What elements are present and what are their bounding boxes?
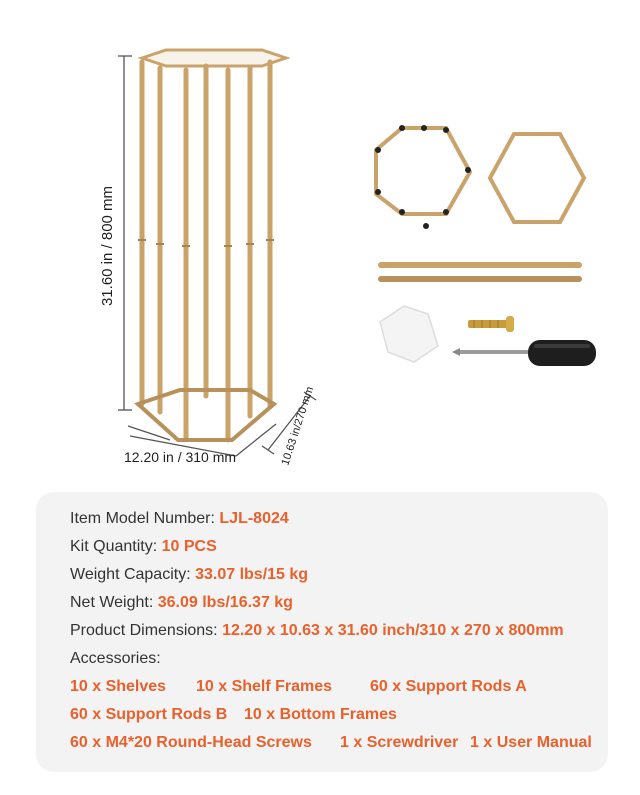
accessory-shelves: 10 x Shelves xyxy=(70,678,167,695)
kit-quantity-value: 10 PCS xyxy=(161,538,217,555)
width-label: 12.20 in / 310 mm xyxy=(124,449,237,465)
hex-shelf-frame-icon xyxy=(490,134,584,222)
weight-capacity-line xyxy=(70,566,308,584)
stand-rods xyxy=(142,62,270,440)
model-number-value: LJL-8024 xyxy=(219,510,289,527)
accessory-support-rods-a: 60 x Support Rods A xyxy=(370,678,527,695)
height-label: 31.60 in / 800 mm xyxy=(99,185,116,307)
model-number-label: Item Model Number: xyxy=(70,510,220,527)
stand-illustration xyxy=(138,50,286,440)
accessory-shelf-frames: 10 x Shelf Frames xyxy=(196,678,333,695)
product-dimensions-line xyxy=(70,622,564,640)
product-dimensions-value: 12.20 x 10.63 x 31.60 inch/310 x 270 x 800mm xyxy=(222,622,564,639)
product-dimensions-label: Product Dimensions: xyxy=(70,622,223,639)
accessories-heading: Accessories: xyxy=(70,650,161,667)
kit-quantity-label: Kit Quantity: xyxy=(70,538,162,555)
accessory-user-manual: 1 x User Manual xyxy=(470,734,592,751)
support-rod-icon xyxy=(378,262,582,282)
accessory-support-rods-b: 60 x Support Rods B xyxy=(70,706,228,723)
screw-icon xyxy=(468,316,514,332)
net-weight-value: 36.09 lbs/16.37 kg xyxy=(157,594,293,611)
accessory-screwdriver: 1 x Screwdriver xyxy=(340,734,459,751)
screwdriver-icon xyxy=(452,340,596,366)
top-shelf xyxy=(142,50,286,66)
kit-quantity-line xyxy=(70,538,217,556)
net-weight-line xyxy=(70,594,293,612)
accessory-bottom-frames: 10 x Bottom Frames xyxy=(244,706,397,723)
model-number-line xyxy=(70,510,289,528)
net-weight-label: Net Weight: xyxy=(70,594,158,611)
weight-capacity-value: 33.07 lbs/15 kg xyxy=(195,566,309,583)
white-hex-shelf-icon xyxy=(380,306,438,362)
depth-label: 10.63 in/270 mm xyxy=(279,385,317,467)
accessory-screws: 60 x M4*20 Round-Head Screws xyxy=(70,734,312,751)
height-dimension xyxy=(118,56,132,410)
weight-capacity-label: Weight Capacity: xyxy=(70,566,196,583)
specifications-panel xyxy=(36,492,608,772)
hex-shelf-frame-with-screws-icon xyxy=(375,125,471,229)
